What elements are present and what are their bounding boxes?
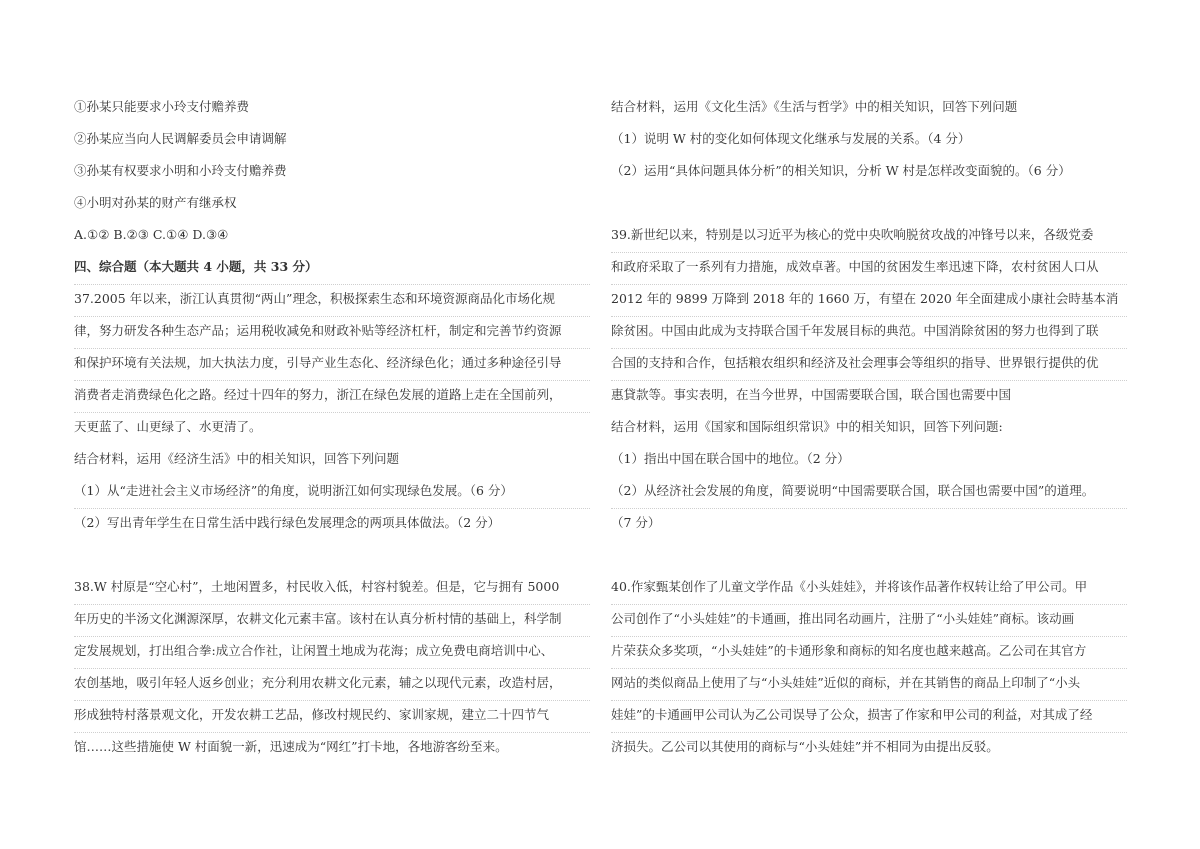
section-heading: 四、综合题（本大题共 4 小题，共 33 分） bbox=[74, 253, 590, 285]
q38-line: 年历史的半汤文化渊源深厚，农耕文化元素丰富。该村在认真分析村情的基础上，科学制 bbox=[74, 605, 590, 637]
q38-line: 38.W 村原是“空心村”，土地闲置多，村民收入低，村容村貌差。但是，它与拥有 5000 bbox=[74, 573, 590, 605]
q39-line: 和政府采取了一系列有力措施，成效卓著。中国的贫困发生率迅速下降，农村贫困人口从 bbox=[611, 253, 1127, 285]
q38-line: 定发展规划，打出组合拳:成立合作社，让闲置土地成为花海；成立免费电商培训中心、 bbox=[74, 637, 590, 669]
q37-subquestion-2: （2）写出青年学生在日常生活中践行绿色发展理念的两项具体做法。（2 分） bbox=[74, 515, 501, 530]
q40-line: 娃娃”的卡通画甲公司认为乙公司误导了公众，损害了作家和甲公司的利益，对其成了经 bbox=[611, 701, 1127, 733]
q38-line: 馆……这些措施使 W 村面貌一新，迅速成为“网红”打卡地，各地游客纷至来。 bbox=[74, 739, 508, 754]
q39-subquestion-2-score: （7 分） bbox=[611, 515, 661, 530]
right-column bbox=[611, 93, 1127, 765]
q39-subquestion-2: （2）从经济社会发展的角度，简要说明“中国需要联合国，联合国也需要中国”的道理。 bbox=[611, 477, 1127, 509]
option-3: ③孙某有权要求小明和小玲支付赡养费 bbox=[74, 163, 287, 178]
answer-choices: A.①② B.②③ C.①④ D.③④ bbox=[74, 227, 229, 242]
q37-subquestion-1: （1）从“走进社会主义市场经济”的角度，说明浙江如何实现绿色发展。（6 分） bbox=[74, 477, 590, 509]
option-2: ②孙某应当向人民调解委员会申请调解 bbox=[74, 131, 287, 146]
q40-line: 网站的类似商品上使用了与“小头娃娃”近似的商标，并在其销售的商品上印制了“小头 bbox=[611, 669, 1127, 701]
q38-line: 农创基地，吸引年轻人返乡创业；充分利用农耕文化元素，辅之以现代元素，改造村居， bbox=[74, 669, 590, 701]
q40-line: 济损失。乙公司以其使用的商标与“小头娃娃”并不相同为由提出反驳。 bbox=[611, 739, 999, 754]
q38-line: 形成独特村落景观文化，开发农耕工艺品，修改村规民约、家训家规，建立二十四节气 bbox=[74, 701, 590, 733]
q39-subquestion-1: （1）指出中国在联合国中的地位。（2 分） bbox=[611, 451, 850, 466]
q38-instruction: 结合材料，运用《文化生活》《生活与哲学》中的相关知识，回答下列问题 bbox=[611, 99, 1018, 114]
option-4: ④小明对孙某的财产有继承权 bbox=[74, 195, 237, 210]
q37-line: 37.2005 年以来，浙江认真贯彻“两山”理念，积极探索生态和环境资源商品化市场化规 bbox=[74, 285, 590, 317]
q37-line: 天更蓝了、山更绿了、水更清了。 bbox=[74, 419, 262, 434]
q40-line: 40.作家甄某创作了儿童文学作品《小头娃娃》，并将该作品著作权转让给了甲公司。甲 bbox=[611, 573, 1127, 605]
spacer bbox=[74, 541, 590, 573]
q37-instruction: 结合材料，运用《经济生活》中的相关知识，回答下列问题 bbox=[74, 451, 400, 466]
option-1: ①孙某只能要求小玲支付赡养费 bbox=[74, 99, 250, 114]
q37-line: 消费者走消费绿色化之路。经过十四年的努力，浙江在绿色发展的道路上走在全国前列， bbox=[74, 381, 590, 413]
q38-subquestion-2: （2）运用“具体问题具体分析”的相关知识，分析 W 村是怎样改变面貌的。（6 分） bbox=[611, 163, 1071, 178]
q40-line: 片荣获众多奖项，“小头娃娃”的卡通形象和商标的知名度也越来越高。乙公司在其官方 bbox=[611, 637, 1127, 669]
q40-line: 公司创作了“小头娃娃”的卡通画，推出同名动画片，注册了“小头娃娃”商标。该动画 bbox=[611, 605, 1127, 637]
q39-instruction: 结合材料，运用《国家和国际组织常识》中的相关知识，回答下列问题: bbox=[611, 419, 1003, 434]
q39-line: 合国的支持和合作，包括粮农组织和经济及社会理事会等组织的指导、世界银行提供的优 bbox=[611, 349, 1127, 381]
q39-line: 除贫困。中国由此成为支持联合国千年发展目标的典范。中国消除贫困的努力也得到了联 bbox=[611, 317, 1127, 349]
left-column bbox=[74, 93, 590, 765]
q37-line: 律，努力研发各种生态产品；运用税收减免和财政补贴等经济杠杆，制定和完善节约资源 bbox=[74, 317, 590, 349]
spacer bbox=[611, 189, 1127, 221]
spacer bbox=[611, 541, 1127, 573]
q39-line: 39.新世纪以来，特别是以习近平为核心的党中央吹响脱贫攻战的冲锋号以来，各级党委 bbox=[611, 221, 1127, 253]
q39-line: 2012 年的 9899 万降到 2018 年的 1660 万，有望在 2020 年全面建成小康社会時基本消 bbox=[611, 285, 1127, 317]
q39-line: 惠貸款等。事实表明，在当今世界，中国需要联合国，联合国也需要中国 bbox=[611, 387, 1012, 402]
q38-subquestion-1: （1）说明 W 村的变化如何体现文化继承与发展的关系。（4 分） bbox=[611, 131, 971, 146]
q37-line: 和保护环境有关法规，加大执法力度，引导产业生态化、经济绿色化；通过多种途径引导 bbox=[74, 349, 590, 381]
